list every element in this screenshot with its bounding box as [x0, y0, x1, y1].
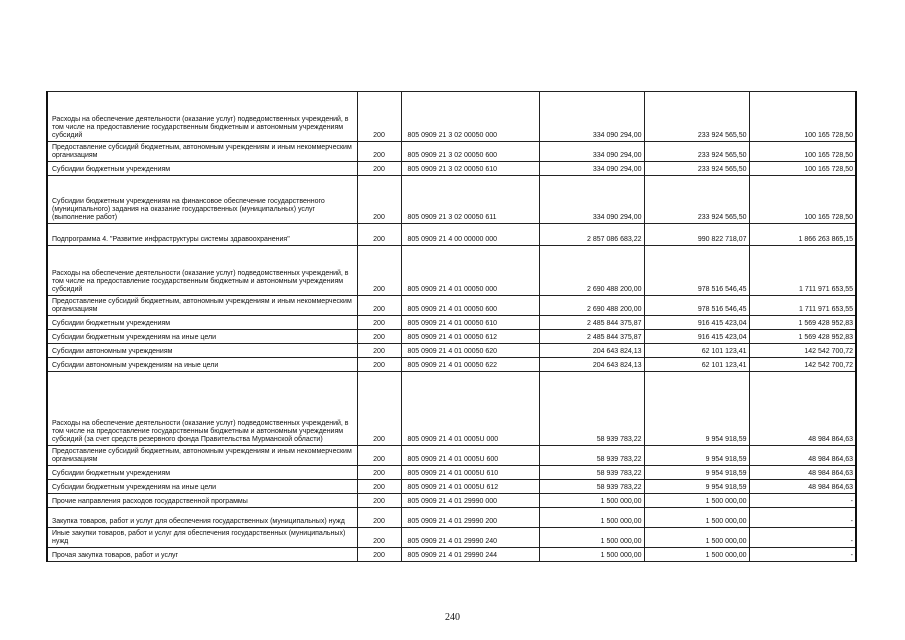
row-unexecuted-amount: 100 165 728,50 — [749, 176, 856, 224]
row-executed-amount: 233 924 565,50 — [644, 162, 749, 176]
table-row — [47, 466, 856, 480]
row-name: Субсидии автономным учреждениям — [47, 344, 357, 358]
row-line-code: 200 — [357, 548, 401, 562]
row-line-code: 200 — [357, 446, 401, 466]
row-approved-amount: 58 939 783,22 — [539, 480, 644, 494]
row-name: Расходы на обеспечение деятельности (оказание услуг) подведомственных учреждений, в том числе на предоставление государственным бюджетным и автономным учреждениям субсидий (за счет средств резервного фонда Правительства Мурманской области) — [47, 372, 357, 446]
row-classification-code: 805 0909 21 4 01 0005U 612 — [401, 480, 539, 494]
row-executed-amount: 916 415 423,04 — [644, 330, 749, 344]
table-row — [47, 296, 856, 316]
row-classification-code: 805 0909 21 4 01 29990 000 — [401, 494, 539, 508]
row-name: Предоставление субсидий бюджетным, автономным учреждениям и иным некоммерческим организациям — [47, 142, 357, 162]
row-approved-amount: 334 090 294,00 — [539, 176, 644, 224]
row-approved-amount: 334 090 294,00 — [539, 162, 644, 176]
row-unexecuted-amount: 1 569 428 952,83 — [749, 330, 856, 344]
row-unexecuted-amount: 100 165 728,50 — [749, 162, 856, 176]
row-name: Субсидии бюджетным учреждениям на иные цели — [47, 330, 357, 344]
row-name: Закупка товаров, работ и услуг для обеспечения государственных (муниципальных) нужд — [47, 508, 357, 528]
row-executed-amount: 233 924 565,50 — [644, 142, 749, 162]
row-executed-amount: 9 954 918,59 — [644, 480, 749, 494]
row-executed-amount: 62 101 123,41 — [644, 344, 749, 358]
table-row — [47, 508, 856, 528]
row-line-code: 200 — [357, 162, 401, 176]
row-name: Подпрограмма 4. "Развитие инфраструктуры системы здравоохранения" — [47, 224, 357, 246]
row-line-code: 200 — [357, 358, 401, 372]
row-unexecuted-amount: 1 866 263 865,15 — [749, 224, 856, 246]
row-line-code: 200 — [357, 92, 401, 142]
table-row — [47, 372, 856, 446]
row-executed-amount: 978 516 546,45 — [644, 246, 749, 296]
table-row — [47, 176, 856, 224]
row-line-code: 200 — [357, 466, 401, 480]
row-line-code: 200 — [357, 528, 401, 548]
row-approved-amount: 334 090 294,00 — [539, 92, 644, 142]
row-line-code: 200 — [357, 508, 401, 528]
table-row — [47, 548, 856, 562]
row-classification-code: 805 0909 21 4 01 00050 610 — [401, 316, 539, 330]
table-row — [47, 528, 856, 548]
row-approved-amount: 1 500 000,00 — [539, 528, 644, 548]
row-unexecuted-amount: 48 984 864,63 — [749, 446, 856, 466]
row-executed-amount: 1 500 000,00 — [644, 508, 749, 528]
row-executed-amount: 1 500 000,00 — [644, 494, 749, 508]
row-unexecuted-amount: - — [749, 494, 856, 508]
row-unexecuted-amount: 100 165 728,50 — [749, 142, 856, 162]
row-approved-amount: 1 500 000,00 — [539, 494, 644, 508]
row-approved-amount: 2 690 488 200,00 — [539, 246, 644, 296]
row-unexecuted-amount: 1 569 428 952,83 — [749, 316, 856, 330]
row-name: Расходы на обеспечение деятельности (оказание услуг) подведомственных учреждений, в том числе на предоставление государственным бюджетным и автономным учреждениям субсидий — [47, 246, 357, 296]
row-unexecuted-amount: 142 542 700,72 — [749, 344, 856, 358]
row-line-code: 200 — [357, 224, 401, 246]
row-approved-amount: 58 939 783,22 — [539, 466, 644, 480]
row-approved-amount: 204 643 824,13 — [539, 358, 644, 372]
row-classification-code: 805 0909 21 4 01 00050 622 — [401, 358, 539, 372]
row-executed-amount: 916 415 423,04 — [644, 316, 749, 330]
row-executed-amount: 9 954 918,59 — [644, 446, 749, 466]
row-unexecuted-amount: - — [749, 508, 856, 528]
row-classification-code: 805 0909 21 3 02 00050 600 — [401, 142, 539, 162]
row-line-code: 200 — [357, 296, 401, 316]
table-body — [47, 92, 856, 562]
row-classification-code: 805 0909 21 4 01 29990 244 — [401, 548, 539, 562]
row-classification-code: 805 0909 21 4 01 0005U 600 — [401, 446, 539, 466]
row-name: Субсидии бюджетным учреждениям — [47, 466, 357, 480]
row-line-code: 200 — [357, 176, 401, 224]
table-row — [47, 344, 856, 358]
row-approved-amount: 334 090 294,00 — [539, 142, 644, 162]
row-approved-amount: 1 500 000,00 — [539, 548, 644, 562]
row-name: Расходы на обеспечение деятельности (оказание услуг) подведомственных учреждений, в том числе на предоставление государственным бюджетным и автономным учреждениям субсидий — [47, 92, 357, 142]
row-name: Предоставление субсидий бюджетным, автономным учреждениям и иным некоммерческим организациям — [47, 296, 357, 316]
row-name: Субсидии бюджетным учреждениям — [47, 162, 357, 176]
table-row — [47, 142, 856, 162]
row-approved-amount: 2 485 844 375,87 — [539, 316, 644, 330]
row-unexecuted-amount: 142 542 700,72 — [749, 358, 856, 372]
table-row — [47, 330, 856, 344]
row-unexecuted-amount: 100 165 728,50 — [749, 92, 856, 142]
row-classification-code: 805 0909 21 4 01 00050 620 — [401, 344, 539, 358]
row-classification-code: 805 0909 21 4 01 29990 200 — [401, 508, 539, 528]
row-unexecuted-amount: - — [749, 548, 856, 562]
budget-execution-table — [46, 91, 857, 562]
row-line-code: 200 — [357, 494, 401, 508]
row-unexecuted-amount: 1 711 971 653,55 — [749, 296, 856, 316]
row-name: Прочая закупка товаров, работ и услуг — [47, 548, 357, 562]
row-name: Субсидии бюджетным учреждениям на иные цели — [47, 480, 357, 494]
row-classification-code: 805 0909 21 4 01 00050 000 — [401, 246, 539, 296]
row-approved-amount: 204 643 824,13 — [539, 344, 644, 358]
row-classification-code: 805 0909 21 4 01 0005U 610 — [401, 466, 539, 480]
table-row — [47, 92, 856, 142]
row-unexecuted-amount: - — [749, 528, 856, 548]
row-name: Субсидии бюджетным учреждениям на финансовое обеспечение государственного (муниципального) задания на оказание государственных (муниципальных) услуг (выполнение работ) — [47, 176, 357, 224]
table-row — [47, 224, 856, 246]
row-approved-amount: 2 857 086 683,22 — [539, 224, 644, 246]
row-classification-code: 805 0909 21 4 01 00050 600 — [401, 296, 539, 316]
row-executed-amount: 233 924 565,50 — [644, 176, 749, 224]
table-row — [47, 246, 856, 296]
table-row — [47, 358, 856, 372]
row-approved-amount: 1 500 000,00 — [539, 508, 644, 528]
row-line-code: 200 — [357, 246, 401, 296]
row-line-code: 200 — [357, 480, 401, 494]
row-classification-code: 805 0909 21 4 00 00000 000 — [401, 224, 539, 246]
row-name: Иные закупки товаров, работ и услуг для обеспечения государственных (муниципальных) нужд — [47, 528, 357, 548]
row-approved-amount: 2 690 488 200,00 — [539, 296, 644, 316]
row-approved-amount: 58 939 783,22 — [539, 446, 644, 466]
row-approved-amount: 58 939 783,22 — [539, 372, 644, 446]
row-unexecuted-amount: 48 984 864,63 — [749, 480, 856, 494]
row-line-code: 200 — [357, 142, 401, 162]
row-executed-amount: 1 500 000,00 — [644, 548, 749, 562]
row-line-code: 200 — [357, 316, 401, 330]
table-row — [47, 494, 856, 508]
table-row — [47, 162, 856, 176]
row-unexecuted-amount: 48 984 864,63 — [749, 372, 856, 446]
row-unexecuted-amount: 1 711 971 653,55 — [749, 246, 856, 296]
row-executed-amount: 62 101 123,41 — [644, 358, 749, 372]
row-line-code: 200 — [357, 372, 401, 446]
row-approved-amount: 2 485 844 375,87 — [539, 330, 644, 344]
row-classification-code: 805 0909 21 3 02 00050 611 — [401, 176, 539, 224]
row-name: Субсидии бюджетным учреждениям — [47, 316, 357, 330]
row-executed-amount: 9 954 918,59 — [644, 466, 749, 480]
row-classification-code: 805 0909 21 3 02 00050 610 — [401, 162, 539, 176]
row-line-code: 200 — [357, 330, 401, 344]
table-row — [47, 446, 856, 466]
row-executed-amount: 233 924 565,50 — [644, 92, 749, 142]
row-executed-amount: 9 954 918,59 — [644, 372, 749, 446]
row-name: Прочие направления расходов государственной программы — [47, 494, 357, 508]
table-row — [47, 480, 856, 494]
row-unexecuted-amount: 48 984 864,63 — [749, 466, 856, 480]
row-executed-amount: 1 500 000,00 — [644, 528, 749, 548]
table-row — [47, 316, 856, 330]
row-classification-code: 805 0909 21 4 01 0005U 000 — [401, 372, 539, 446]
row-line-code: 200 — [357, 344, 401, 358]
row-executed-amount: 990 822 718,07 — [644, 224, 749, 246]
row-classification-code: 805 0909 21 4 01 29990 240 — [401, 528, 539, 548]
row-classification-code: 805 0909 21 4 01 00050 612 — [401, 330, 539, 344]
row-executed-amount: 978 516 546,45 — [644, 296, 749, 316]
row-classification-code: 805 0909 21 3 02 00050 000 — [401, 92, 539, 142]
row-name: Субсидии автономным учреждениям на иные цели — [47, 358, 357, 372]
row-name: Предоставление субсидий бюджетным, автономным учреждениям и иным некоммерческим организациям — [47, 446, 357, 466]
page-number: 240 — [445, 612, 460, 623]
